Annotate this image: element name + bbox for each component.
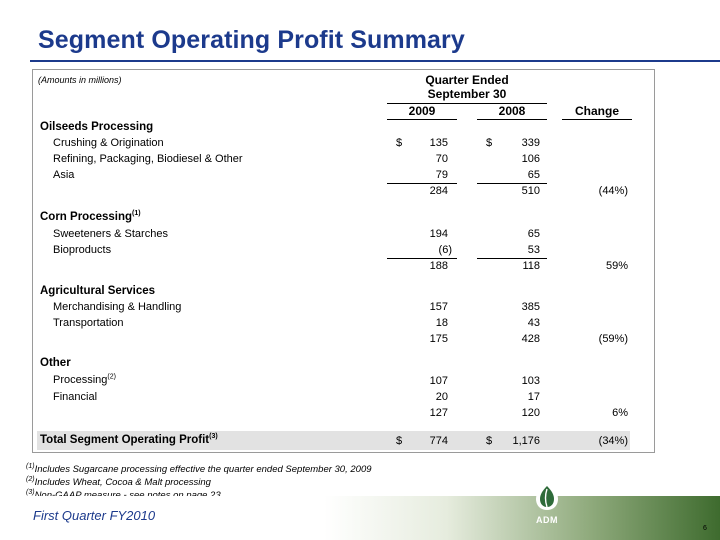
value-2008: 53 [527, 244, 540, 256]
currency-symbol: $ [486, 435, 493, 447]
row-label: Financial [53, 391, 98, 403]
footnote-marker: (3) [209, 433, 218, 441]
row-label: Processing$^{(2)}$ [53, 373, 116, 386]
value-2008: 17 [527, 391, 540, 403]
subtotal-change: (59%) [598, 333, 628, 345]
subtotal-change: (44%) [598, 185, 628, 197]
section-title-other: Other [40, 357, 71, 369]
currency-symbol: $ [396, 137, 403, 149]
subtotal-2009: 175 [429, 333, 448, 345]
value-2009: 70 [435, 153, 448, 165]
subtotal-2008: 120 [521, 407, 540, 419]
value-2008: 339 [521, 137, 540, 149]
value-2009: 18 [435, 317, 448, 329]
header-rule-top [387, 103, 547, 104]
logo-text: ADM [536, 515, 558, 525]
row-label: Asia [53, 169, 75, 181]
row-label: Sweeteners & Starches [53, 228, 168, 240]
column-header-2009: 2009 [408, 104, 436, 118]
value-2009: 157 [429, 301, 448, 313]
subtotal-rule-2009 [387, 183, 457, 184]
title-rule [30, 60, 720, 62]
currency-symbol: $ [396, 435, 403, 447]
row-label: Bioproducts [53, 244, 112, 256]
footer-text: First Quarter FY2010 [33, 508, 156, 523]
header-september-30: September 30 [427, 87, 507, 101]
value-2009: 79 [435, 169, 448, 181]
row-label: Transportation [53, 317, 124, 329]
row-label: Refining, Packaging, Biodiesel & Other [53, 153, 243, 165]
total-label: Total Segment Operating Profit$^{(3)}$ [40, 433, 218, 446]
row-label: Crushing & Origination [53, 137, 164, 149]
value-2008: 106 [521, 153, 540, 165]
subtotal-2008: 510 [521, 185, 540, 197]
header-quarter-ended: Quarter Ended [425, 73, 509, 87]
subtotal-change: 6% [612, 407, 628, 419]
value-2009: 20 [435, 391, 448, 403]
value-2009: (6) [438, 244, 452, 256]
currency-symbol: $ [486, 137, 493, 149]
section-title-agricultural-services: Agricultural Services [40, 285, 156, 297]
amounts-note: (Amounts in millions) [38, 75, 122, 85]
subtotal-2008: 428 [521, 333, 540, 345]
total-change: (34%) [598, 435, 628, 447]
value-2008: 65 [527, 169, 540, 181]
header-rule-change [562, 119, 632, 120]
section-title-corn: Corn Processing$^{(1)}$ [40, 210, 141, 223]
adm-logo-icon [530, 479, 564, 517]
footnote-2: $^{(2)}$Includes Wheat, Cocoa & Malt processing [26, 475, 211, 488]
subtotal-2009: 127 [429, 407, 448, 419]
value-2009: 107 [429, 375, 448, 387]
subtotal-rule-2009 [387, 258, 457, 259]
value-2008: 385 [521, 301, 540, 313]
value-2008: 103 [521, 375, 540, 387]
subtotal-rule-2008 [477, 183, 547, 184]
total-2009: 774 [429, 435, 448, 447]
subtotal-2009: 188 [429, 260, 448, 272]
footnote-1: $^{(1)}$Includes Sugarcane processing effective the quarter ended September 30, 2009 [26, 462, 372, 475]
slide-title: Segment Operating Profit Summary [38, 26, 465, 54]
footnote-3: (3) [26, 488, 35, 496]
value-2008: 65 [527, 228, 540, 240]
subtotal-change: 59% [605, 260, 628, 272]
value-2009: 135 [429, 137, 448, 149]
column-header-2008: 2008 [498, 104, 526, 118]
value-2009: 194 [429, 228, 448, 240]
section-title-oilseeds: Oilseeds Processing [40, 121, 154, 133]
subtotal-rule-2008 [477, 258, 547, 259]
header-rule-2008 [477, 119, 547, 120]
subtotal-2009: 284 [429, 185, 448, 197]
total-2008: 1,176 [512, 435, 540, 447]
column-header-change: Change [574, 104, 619, 118]
row-label: Merchandising & Handling [53, 301, 182, 313]
subtotal-2008: 118 [522, 260, 540, 272]
value-2008: 43 [527, 317, 540, 329]
header-rule-2009 [387, 119, 457, 120]
footnote-marker: (1) [132, 210, 141, 218]
footnote-marker: (2) [107, 373, 116, 381]
page-number: 6 [703, 525, 707, 532]
